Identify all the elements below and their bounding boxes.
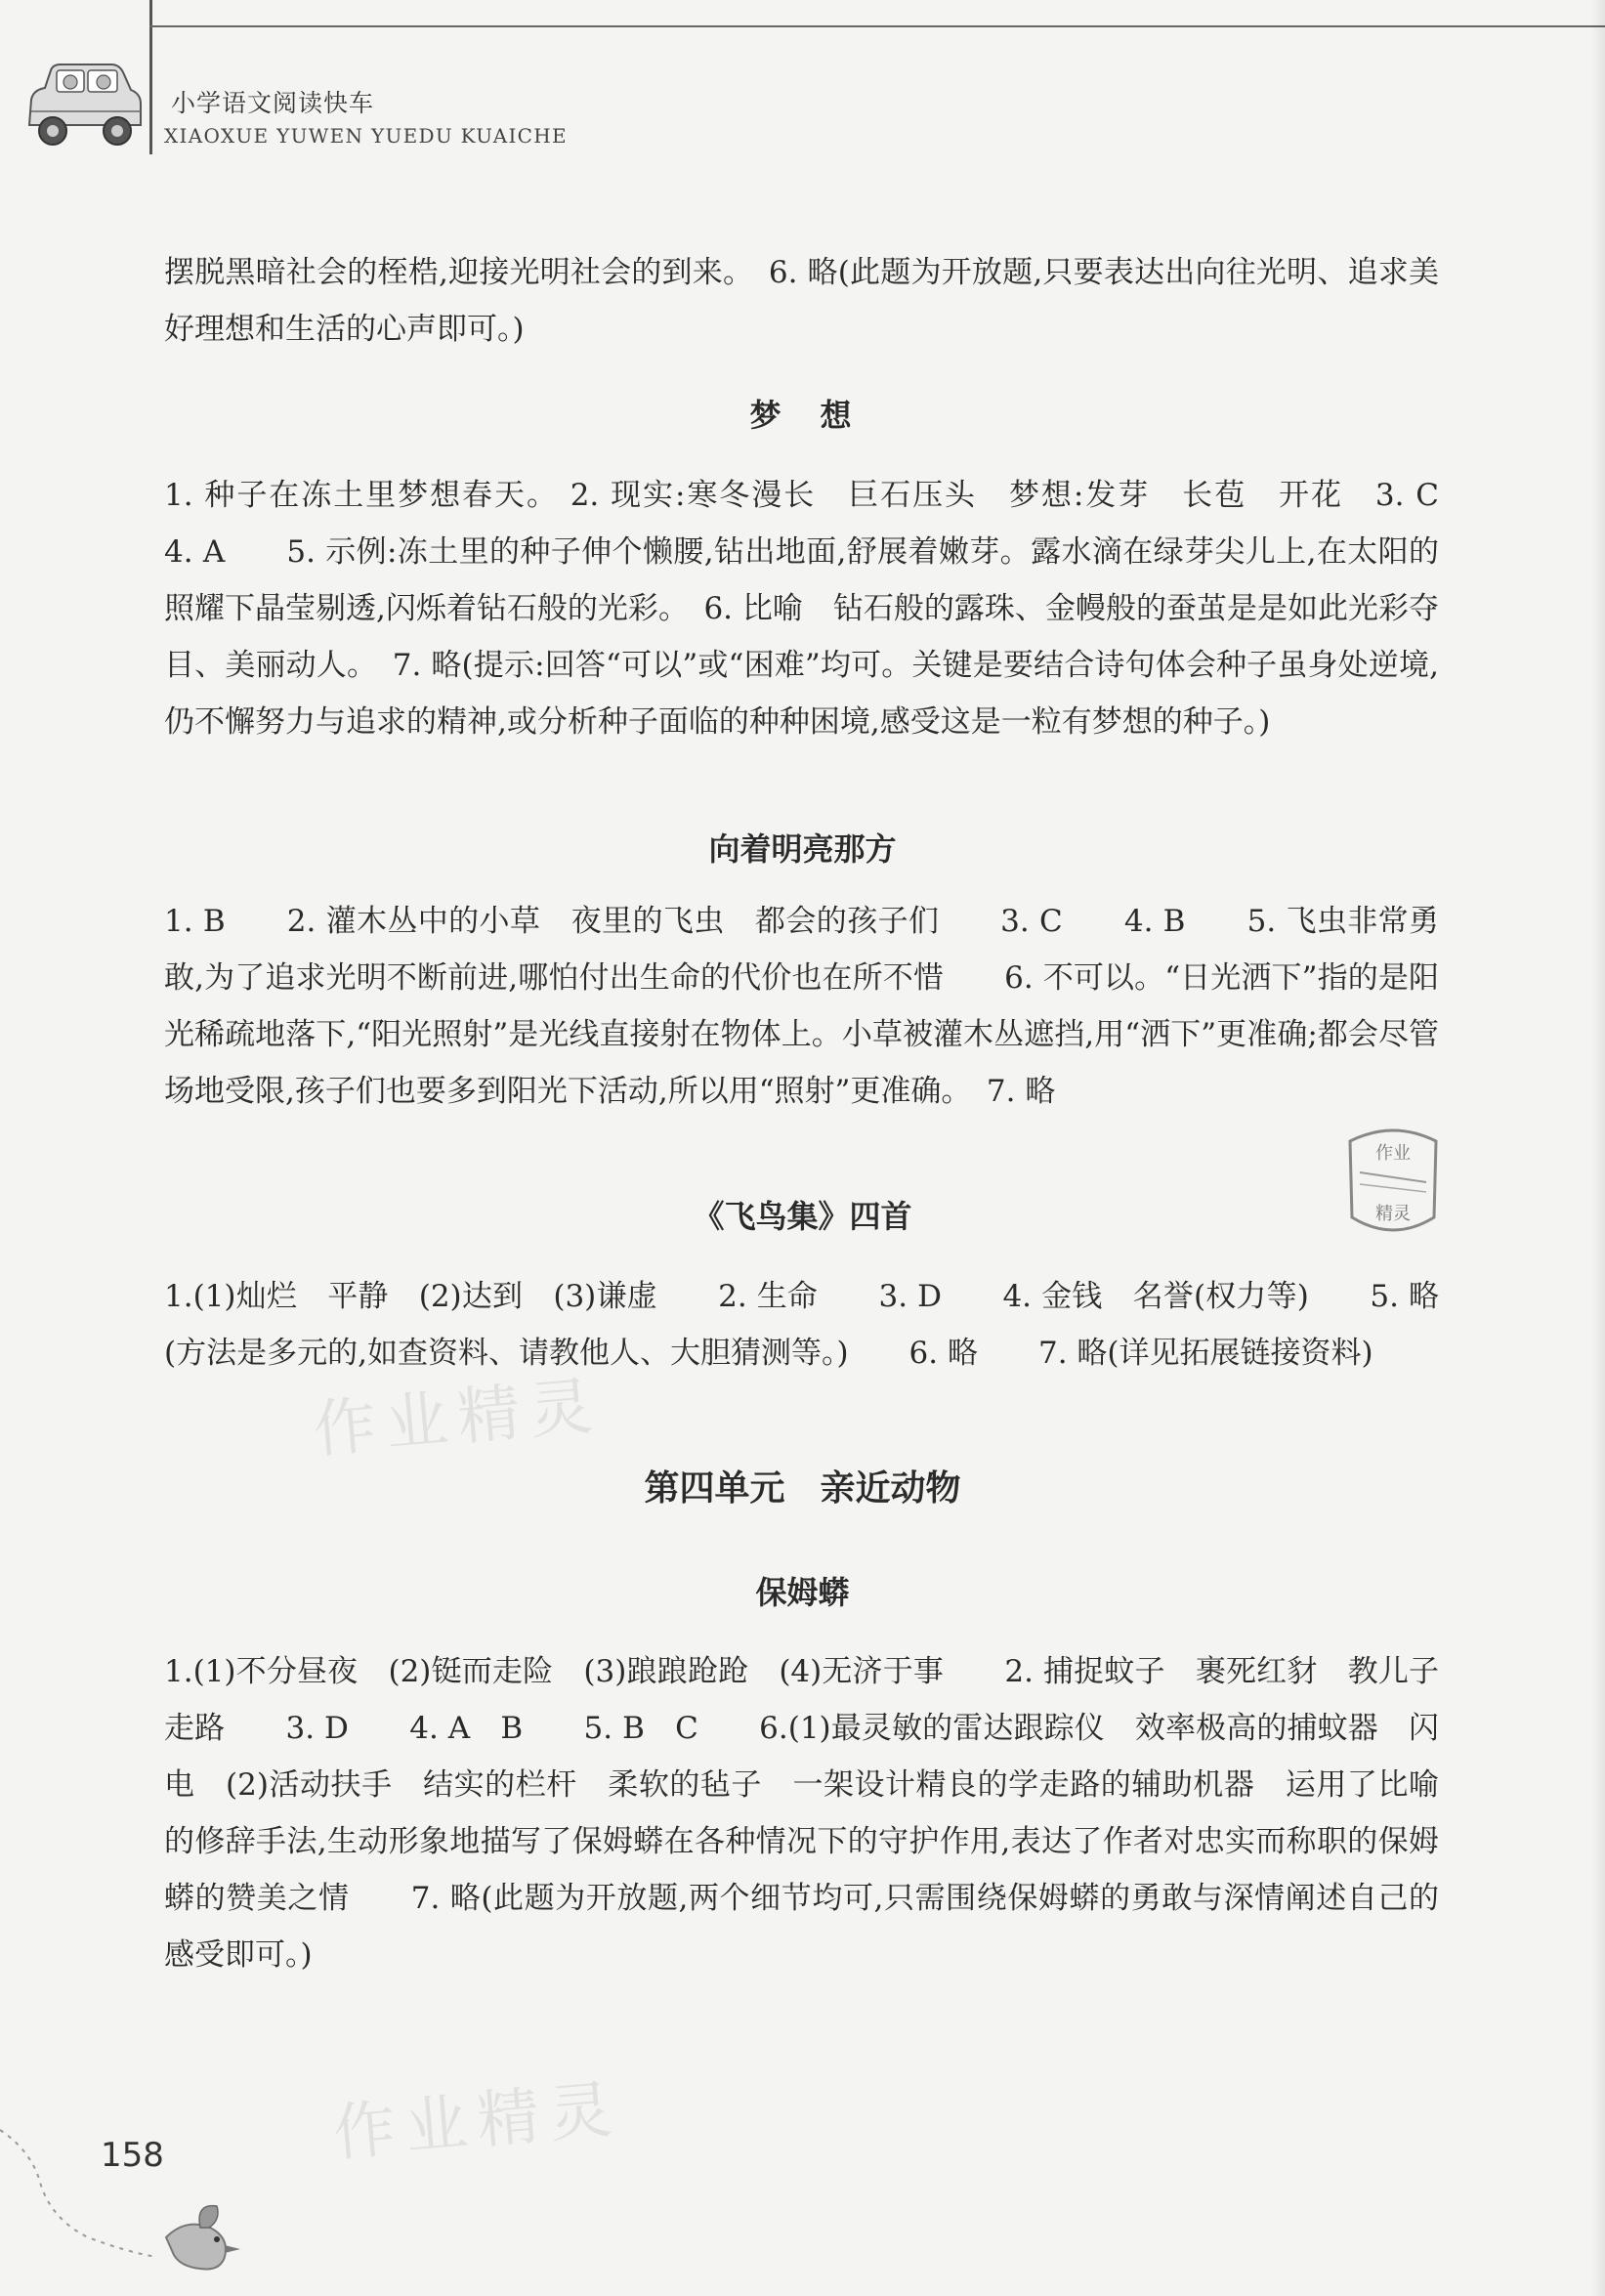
section-heading-stray-birds: 《飞鸟集》四首: [693, 1198, 912, 1235]
watermark-bottom: 作业精灵: [329, 2073, 625, 2171]
section-answer-toward-light: 1. B 2. 灌木丛中的小草 夜里的飞虫 都会的孩子们 3. C 4. B 5. 飞虫非常勇敢,为了追求光明不断前进,哪怕付出生命的代价也在所不惜 6. 不可以。“日光洒下”指的是阳光稀疏地落下,“阳光照射”是光线直接射在物体上。小草被灌木丛遮挡,用“洒下”更准确;都会尽管场地受限,孩子们也要多到阳光下活动,所以用“照射”更准确。 7. 略: [164, 904, 1439, 1109]
series-title: 小学语文阅读快车: [171, 89, 375, 117]
header-horizontal-rule: [149, 25, 1605, 27]
section-answer-stray-birds: 1.(1)灿烂 平静 (2)达到 (3)谦虚 2. 生命 3. D 4. 金钱 名誉(权力等) 5. 略(方法是多元的,如查资料、请教他人、大胆猜测等。) 6. 略 7. 略(详见拓展链接资料): [164, 1279, 1439, 1371]
page-number: 158: [101, 2136, 164, 2175]
homework-stamp-icon: [1340, 1124, 1446, 1239]
stamp-top-text: 作业: [1375, 1143, 1411, 1164]
watermark-middle: 作业精灵: [310, 1370, 606, 1467]
section-answer-dream: 1. 种子在冻土里梦想春天。 2. 现实:寒冬漫长 巨石压头 梦想:发芽 长苞 开花 3. C 4. A 5. 示例:冻土里的种子伸个懒腰,钻出地面,舒展着嫩芽。露水滴在绿芽尖儿上,在太阳的照耀下晶莹剔透,闪烁着钻石般的光彩。 6. 比喻 钻石般的露珠、金幔般的蚕茧是是如此光彩夺目、美丽动人。 7. 略(提示:回答“可以”或“困难”均可。关键是要结合诗句体会种子虽身处逆境,仍不懈努力与追求的精神,或分析种子面临的种种困境,感受这是一粒有梦想的种子。): [164, 478, 1499, 740]
car-logo-icon: [21, 57, 147, 152]
header-vertical-rule: [149, 0, 152, 154]
section-heading-dream: 梦 想: [749, 397, 856, 434]
section-answer-nanny-python: 1.(1)不分昼夜 (2)铤而走险 (3)踉踉跄跄 (4)无济于事 2. 捕捉蚊子 裹死红豺 教儿子走路 3. D 4. A B 5. B C 6.(1)最灵敏的雷达跟踪仪 效率极高的捕蚊器 闪电 (2)活动扶手 结实的栏杆 柔软的毡子 一架设计精良的学走路的辅助机器 运用了比喻的修辞手法,生动形象地描写了保姆蟒在各种情况下的守护作用,表达了作者对忠实而称职的保姆蟒的赞美之情 7. 略(此题为开放题,两个细节均可,只需围绕保姆蟒的勇敢与深情阐述自己的感受即可。): [164, 1654, 1439, 1973]
bird-decoration-icon: [0, 2091, 254, 2296]
stamp-bottom-text: 精灵: [1375, 1204, 1411, 1224]
section-heading-nanny-python: 保姆蟒: [755, 1574, 850, 1611]
series-pinyin: XIAOXUE YUWEN YUEDU KUAICHE: [164, 124, 568, 148]
intro-paragraph: 摆脱黑暗社会的桎梏,迎接光明社会的到来。 6. 略(此题为开放题,只要表达出向往光明、追求美好理想和生活的心声即可。): [164, 255, 1439, 347]
section-heading-toward-light: 向着明亮那方: [708, 830, 897, 868]
page-edge-shadow: [1591, 0, 1605, 2296]
unit-heading: 第四单元 亲近动物: [644, 1467, 961, 1509]
